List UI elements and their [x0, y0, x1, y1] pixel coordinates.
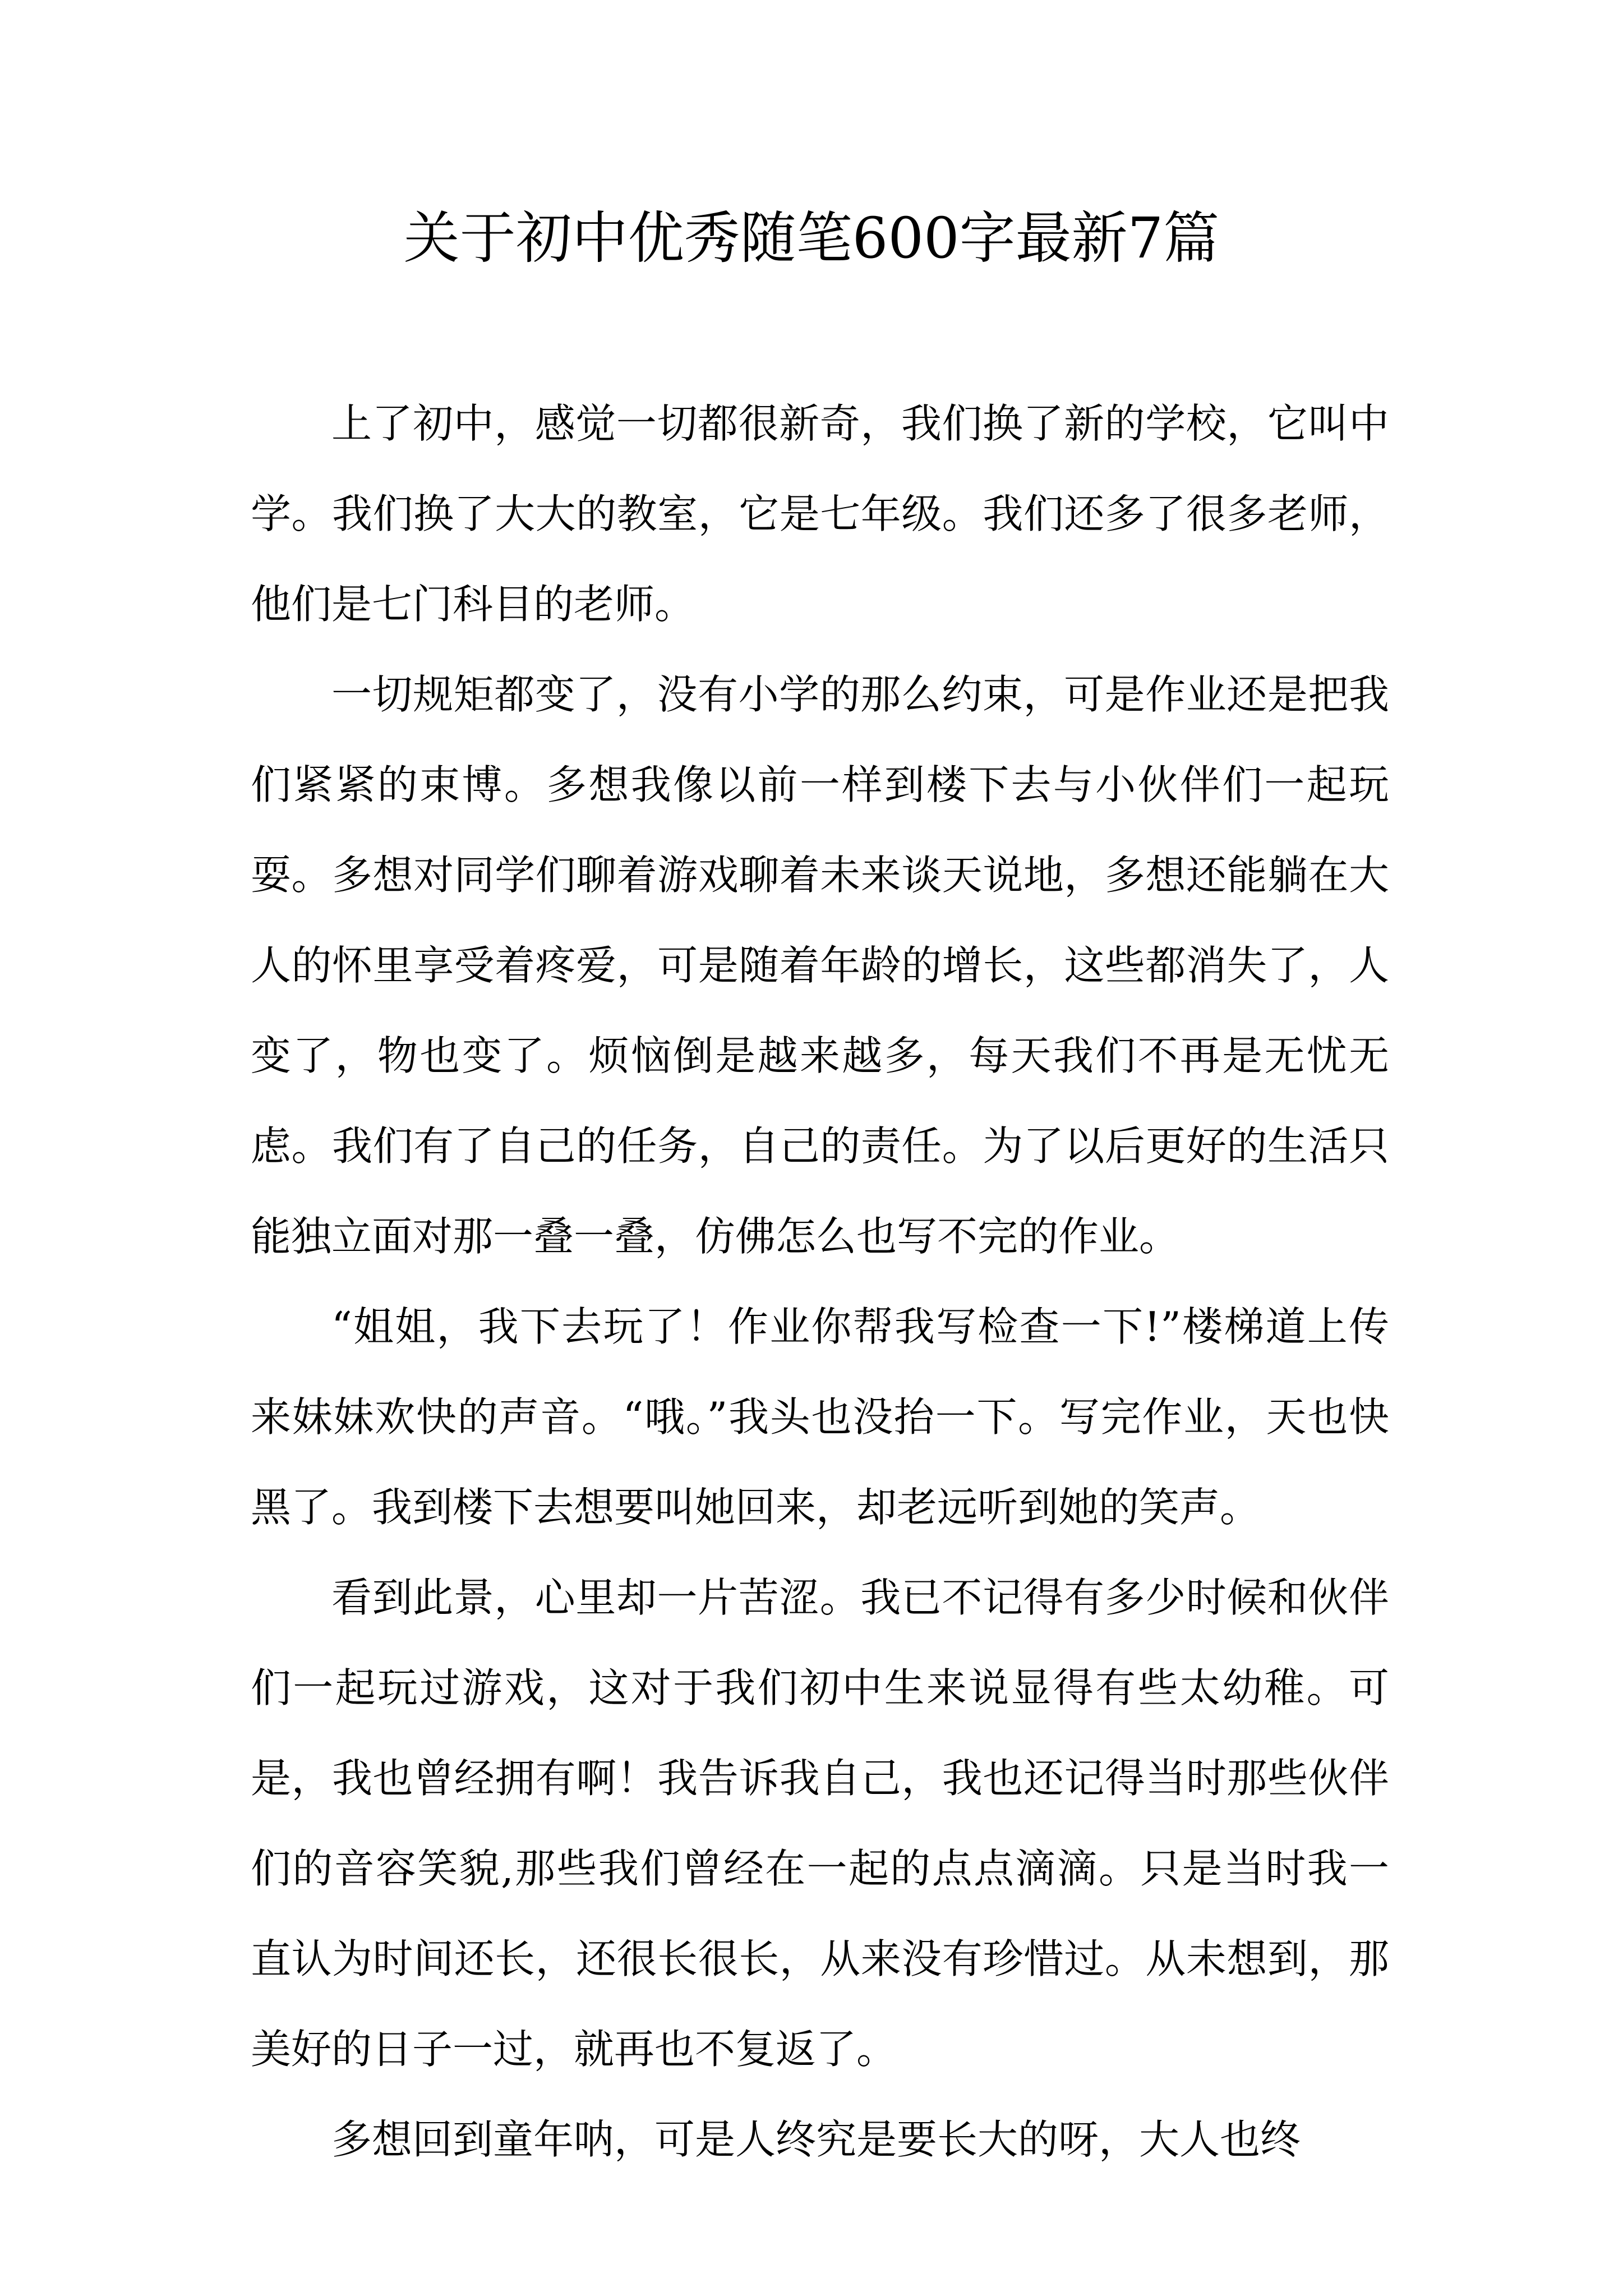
document-body: [251, 379, 1389, 2185]
paragraph-5: 多想回到童年呐，可是人终究是要长大的呀，大人也终: [331, 2116, 1301, 2163]
paragraph-1: 上了初中，感觉一切都很新奇，我们换了新的学校，它叫中学。我们换了大大的教室，它是七年级。我们还多了很多老师，他们是七门科目的老师。: [251, 400, 1389, 628]
paragraph-2: 一切规矩都变了，没有小学的那么约束，可是作业还是把我们紧紧的束博。多想我像以前一样到楼下去与小伙伴们一起玩耍。多想对同学们聊着游戏聊着未来谈天说地，多想还能躺在大人的怀里享受着疼爱，可是随着年龄的增长，这些都消失了，人变了，物也变了。烦恼倒是越来越多，每天我们不再是无忧无虑。我们有了自己的任务，自己的责任。为了以后更好的生活只能独立面对那一叠一叠，仿佛怎么也写不完的作业。: [251, 671, 1389, 1260]
paragraph-3: “姐姐，我下去玩了！作业你帮我写检查一下!”楼梯道上传来妹妹欢快的声音。“哦。”我头也没抬一下。写完作业，天也快黑了。我到楼下去想要叫她回来，却老远听到她的笑声。: [251, 1303, 1389, 1531]
paragraph-4: 看到此景，心里却一片苦涩。我已不记得有多少时候和伙伴们一起玩过游戏，这对于我们初中生来说显得有些太幼稚。可是，我也曾经拥有啊！我告诉我自己，我也还记得当时那些伙伴们的音容笑貌,那些我们曾经在一起的点点滴滴。只是当时我一直认为时间还长，还很长很长，从来没有珍惜过。从未想到，那美好的日子一过，就再也不复返了。: [251, 1574, 1389, 2073]
document-title: 关于初中优秀随笔600字最新7篇: [403, 205, 1220, 271]
